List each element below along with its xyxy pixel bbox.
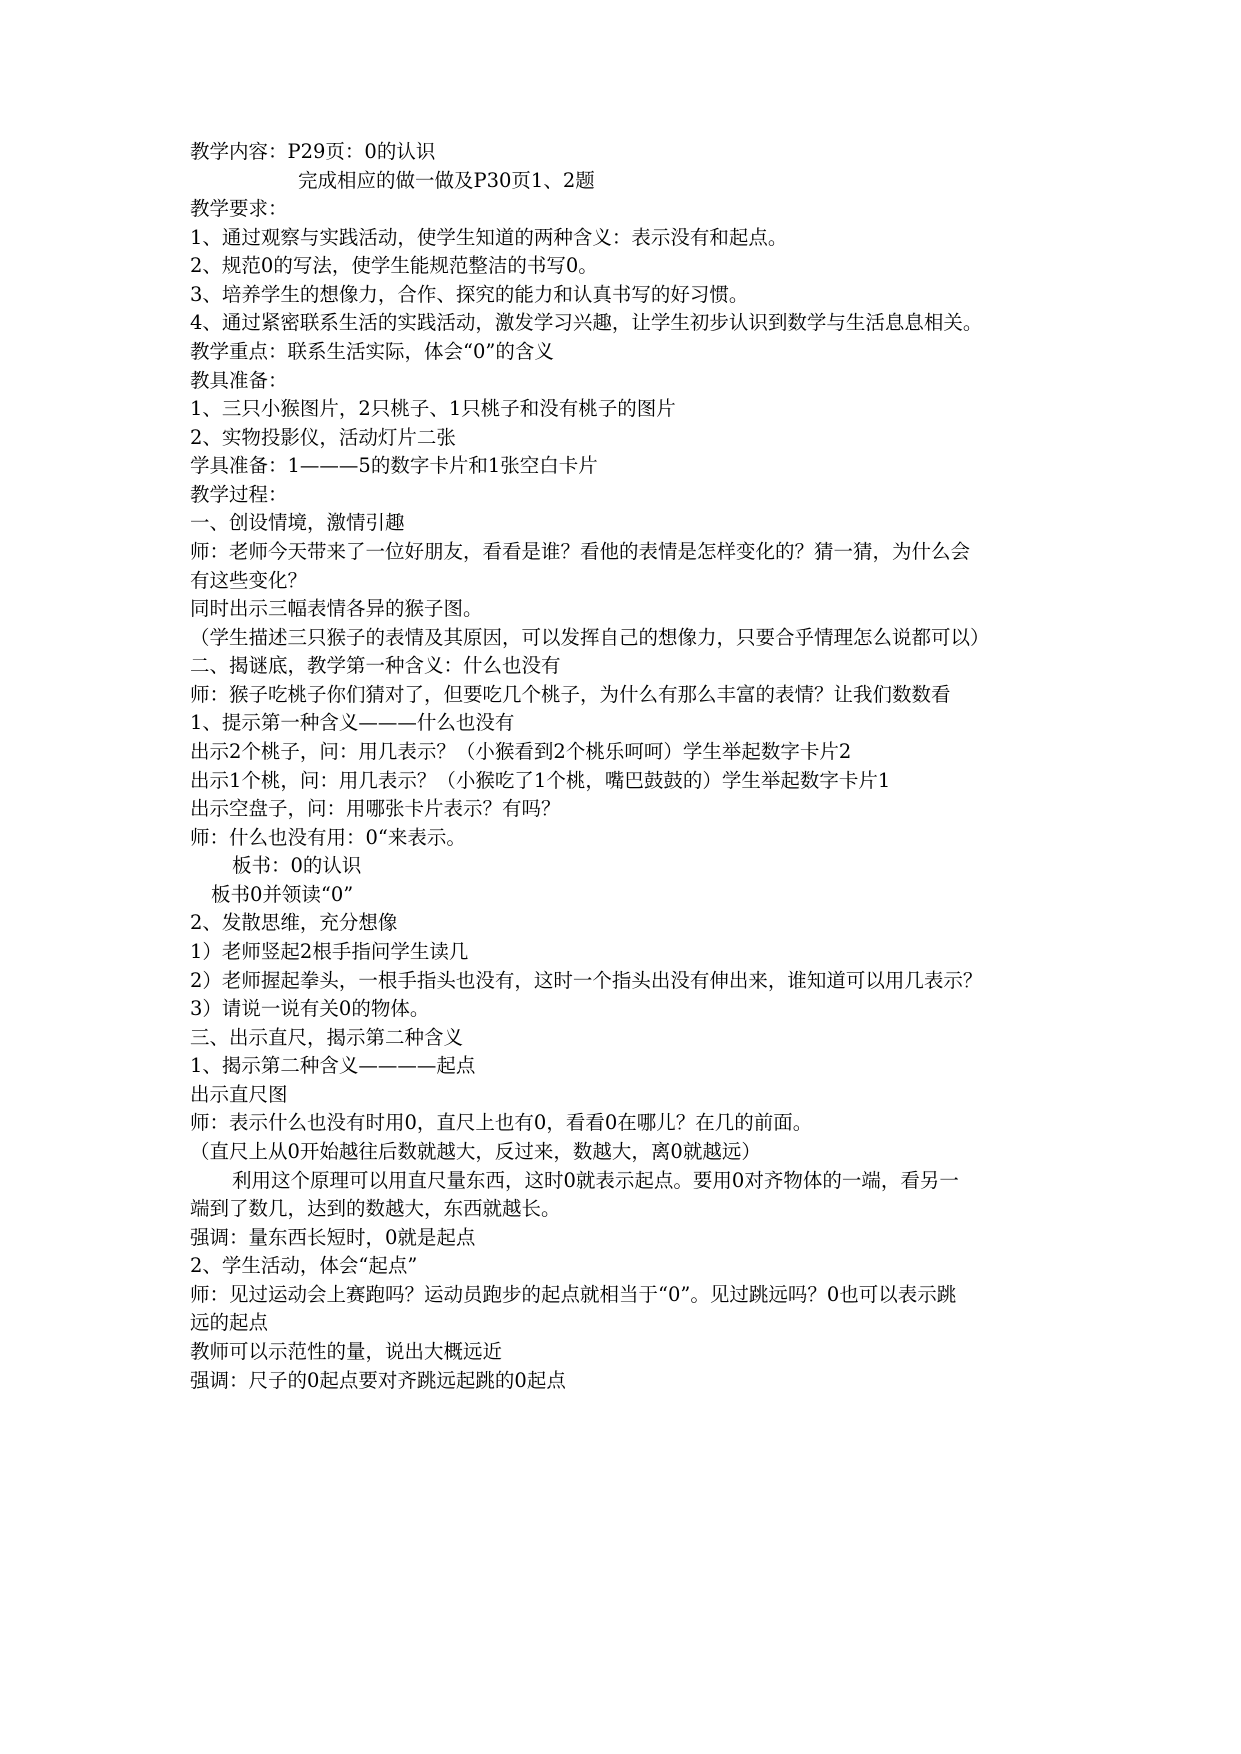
text-line: 师：猴子吃桃子你们猜对了，但要吃几个桃子，为什么有那么丰富的表情？让我们数数看 — [190, 683, 951, 706]
text-line: 出示2个桃子，问：用几表示？（小猴看到2个桃乐呵呵）学生举起数字卡片2 — [190, 740, 852, 763]
text-line: 3、培养学生的想像力，合作、探究的能力和认真书写的好习惯。 — [190, 283, 749, 306]
text-line: 利用这个原理可以用直尺量东西，这时0就表示起点。要用0对齐物体的一端，看另一 — [232, 1169, 959, 1192]
text-line: （直尺上从0开始越往后数就越大，反过来，数越大，离0就越远） — [190, 1140, 761, 1163]
text-line: 端到了数几，达到的数越大，东西就越长。 — [190, 1197, 561, 1220]
text-line: 1、揭示第二种含义————起点 — [190, 1054, 476, 1077]
text-line: 出示1个桃，问：用几表示？（小猴吃了1个桃，嘴巴鼓鼓的）学生举起数字卡片1 — [190, 769, 891, 792]
text-line: 出示空盘子，问：用哪张卡片表示？有吗？ — [190, 797, 561, 820]
text-line: 师：见过运动会上赛跑吗？运动员跑步的起点就相当于“0”。见过跳远吗？0也可以表示跳 — [190, 1283, 957, 1306]
text-line: 强调：尺子的0起点要对齐跳远起跳的0起点 — [190, 1369, 566, 1392]
text-line: 4、通过紧密联系生活的实践活动，激发学习兴趣，让学生初步认识到数学与生活息息相关。 — [190, 311, 983, 334]
text-line: 师：老师今天带来了一位好朋友，看看是谁？看他的表情是怎样变化的？猜一猜，为什么会 — [190, 540, 971, 563]
text-line: 2）老师握起拳头，一根手指头也没有，这时一个指头出没有伸出来，谁知道可以用几表示？ — [190, 969, 983, 992]
text-line: 3）请说一说有关0的物体。 — [190, 997, 430, 1020]
text-line: 教学内容：P29页：0的认识 — [190, 140, 436, 163]
text-line: 有这些变化？ — [190, 569, 308, 592]
text-line: 完成相应的做一做及P30页1、2题 — [298, 169, 595, 192]
text-line: 二、揭谜底，教学第一种含义：什么也没有 — [190, 654, 561, 677]
text-line: 教学要求： — [190, 197, 288, 220]
text-line: 2、发散思维，充分想像 — [190, 911, 398, 934]
text-line: 2、学生活动，体会“起点” — [190, 1254, 418, 1277]
text-line: 强调：量东西长短时，0就是起点 — [190, 1226, 476, 1249]
text-line: 教师可以示范性的量，说出大概远近 — [190, 1340, 503, 1363]
text-line: 一、创设情境，激情引趣 — [190, 511, 405, 534]
text-line: 远的起点 — [190, 1311, 269, 1334]
text-line: 1、通过观察与实践活动，使学生知道的两种含义：表示没有和起点。 — [190, 226, 788, 249]
text-line: 师：什么也没有用：0“来表示。 — [190, 826, 466, 849]
text-line: 三、出示直尺，揭示第二种含义 — [190, 1026, 464, 1049]
text-line: 教学重点：联系生活实际，体会“0”的含义 — [190, 340, 554, 363]
text-line: 1、提示第一种含义———什么也没有 — [190, 711, 515, 734]
text-line: 教学过程： — [190, 483, 288, 506]
text-line: 出示直尺图 — [190, 1083, 288, 1106]
text-line: 学具准备：1———5的数字卡片和1张空白卡片 — [190, 454, 598, 477]
text-line: 板书：0的认识 — [232, 854, 362, 877]
text-line: （学生描述三只猴子的表情及其原因，可以发挥自己的想像力，只要合乎情理怎么说都可以） — [190, 626, 990, 649]
text-line: 教具准备： — [190, 369, 288, 392]
text-line: 师：表示什么也没有时用0，直尺上也有0，看看0在哪儿？在几的前面。 — [190, 1111, 813, 1134]
text-line: 板书0并领读“0” — [211, 883, 354, 906]
text-line: 2、规范0的写法，使学生能规范整洁的书写0。 — [190, 254, 598, 277]
text-line: 1）老师竖起2根手指问学生读几 — [190, 940, 469, 963]
text-line: 1、三只小猴图片，2只桃子、1只桃子和没有桃子的图片 — [190, 397, 676, 420]
text-line: 2、实物投影仪，活动灯片二张 — [190, 426, 456, 449]
text-line: 同时出示三幅表情各异的猴子图。 — [190, 597, 483, 620]
